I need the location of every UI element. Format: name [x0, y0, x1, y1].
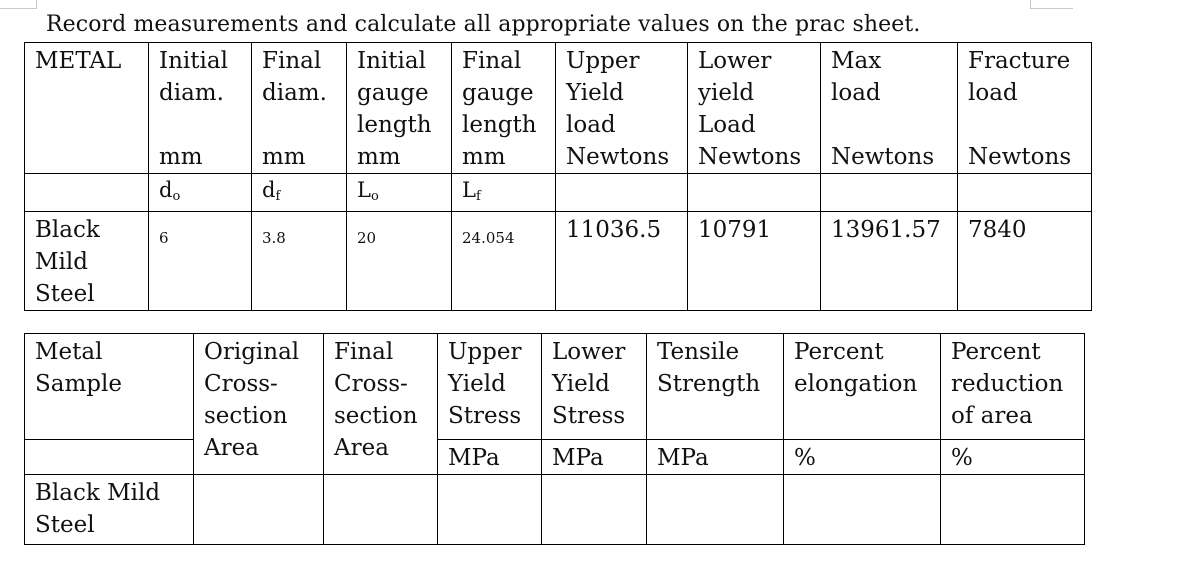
symbol-df: $d_f$: [252, 174, 347, 212]
symbol-d0: $d_o$: [149, 174, 252, 212]
header-max-load: Max load Newtons: [821, 43, 958, 174]
page-corner-mark-right: [1030, 0, 1073, 9]
symbol-l0: $L_o$: [347, 174, 452, 212]
header-final-gauge-length: Final gauge length mm: [452, 43, 556, 174]
calculations-table: [24, 333, 1085, 545]
cell-max-load: 13961.57: [821, 212, 958, 311]
calc-cell-tensile-strength[interactable]: [647, 475, 784, 545]
calc-header-percent-elongation: Percent elongation: [784, 334, 941, 440]
calc-unit-tensile-strength: MPa: [647, 440, 784, 475]
calc-cell-upper-yield-stress[interactable]: [438, 475, 542, 545]
header-initial-diam: Initial diam. mm: [149, 43, 252, 174]
calc-header-percent-reduction: Percent reduction of area: [941, 334, 1085, 440]
cell-initial-gauge-length: 20: [347, 212, 452, 311]
calc-header-original-area: Original Cross- section Area: [194, 334, 324, 475]
calc-unit-cell-empty: [25, 440, 194, 475]
header-initial-gauge-length: Initial gauge length mm: [347, 43, 452, 174]
symbol-cell-metal: [25, 174, 149, 212]
header-fracture-load: Fracture load Newtons: [958, 43, 1092, 174]
cell-final-diam: 3.8: [252, 212, 347, 311]
symbol-cell-empty: [821, 174, 958, 212]
symbol-row: [25, 174, 1092, 212]
measurements-table: [24, 42, 1092, 311]
calc-cell-final-area[interactable]: [324, 475, 438, 545]
calc-unit-row: [25, 440, 1085, 475]
calc-header-lower-yield-stress: Lower Yield Stress: [542, 334, 647, 440]
header-upper-yield-load: Upper Yield load Newtons: [556, 43, 688, 174]
symbol-cell-empty: [688, 174, 821, 212]
calc-header-metal-sample: Metal Sample: [25, 334, 194, 440]
calc-cell-lower-yield-stress[interactable]: [542, 475, 647, 545]
cell-lower-yield-load: 10791: [688, 212, 821, 311]
symbol-cell-empty: [958, 174, 1092, 212]
instruction-text: Record measurements and calculate all appropriate values on the prac sheet.: [46, 12, 921, 37]
symbol-cell-empty: [556, 174, 688, 212]
page-corner-mark-left: [0, 0, 37, 9]
header-row: [25, 43, 1092, 174]
calc-cell-percent-elongation[interactable]: [784, 475, 941, 545]
cell-fracture-load: 7840: [958, 212, 1092, 311]
calc-cell-metal-name: Black Mild Steel: [25, 475, 194, 545]
header-lower-yield-load: Lower yield Load Newtons: [688, 43, 821, 174]
calc-unit-percent-reduction: %: [941, 440, 1085, 475]
calc-header-row: [25, 334, 1085, 440]
cell-upper-yield-load: 11036.5: [556, 212, 688, 311]
calc-header-upper-yield-stress: Upper Yield Stress: [438, 334, 542, 440]
header-metal: METAL: [25, 43, 149, 174]
cell-initial-diam: 6: [149, 212, 252, 311]
header-final-diam: Final diam. mm: [252, 43, 347, 174]
calc-unit-lower-yield-stress: MPa: [542, 440, 647, 475]
calc-data-row-black-mild-steel: [25, 475, 1085, 545]
calc-header-tensile-strength: Tensile Strength: [647, 334, 784, 440]
calc-header-final-area: Final Cross- section Area: [324, 334, 438, 475]
calc-unit-percent-elongation: %: [784, 440, 941, 475]
cell-metal-name: Black Mild Steel: [25, 212, 149, 311]
cell-final-gauge-length: 24.054: [452, 212, 556, 311]
calc-unit-upper-yield-stress: MPa: [438, 440, 542, 475]
calc-cell-original-area[interactable]: [194, 475, 324, 545]
symbol-lf: $L_f$: [452, 174, 556, 212]
data-row-black-mild-steel: [25, 212, 1092, 311]
calc-cell-percent-reduction[interactable]: [941, 475, 1085, 545]
